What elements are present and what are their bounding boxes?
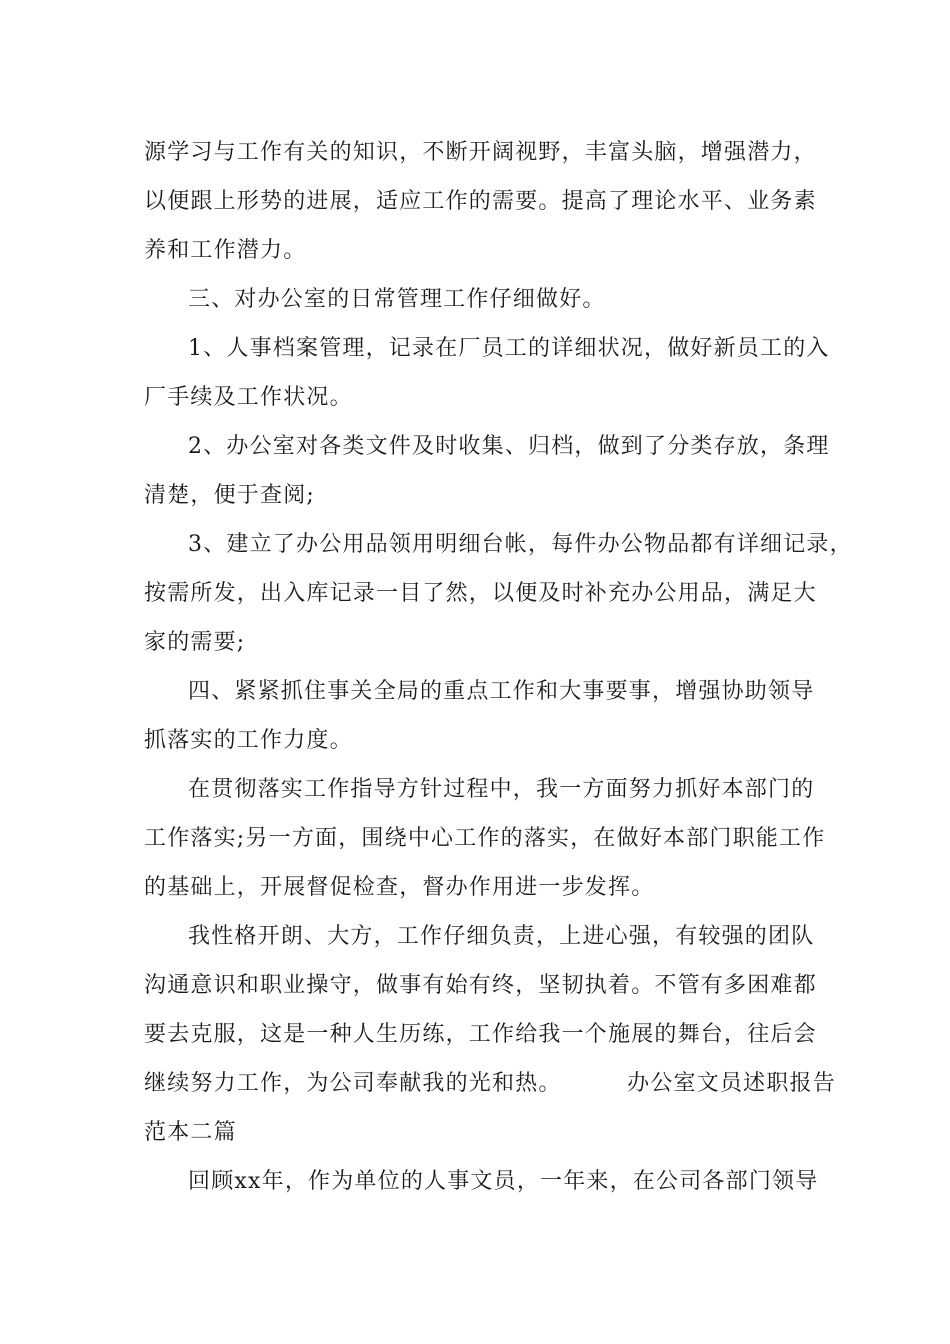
text-line: 家的需要;	[144, 630, 246, 655]
text-line: 工作落实;另一方面，围绕中心工作的落实，在做好本部门职能工作	[144, 826, 826, 851]
text-line: 在贯彻落实工作指导方针过程中，我一方面努力抓好本部门的	[188, 777, 815, 802]
text-line: 1、人事档案管理，记录在厂员工的详细状况，做好新员工的入	[188, 336, 830, 361]
text-line: 沟通意识和职业操守，做事有始有终，坚韧执着。不管有多困难都	[144, 973, 817, 998]
text-line: 的基础上，开展督促检查，督办作用进一步发挥。	[144, 875, 655, 900]
text-line: 我性格开朗、大方，工作仔细负责，上进心强，有较强的团队	[188, 924, 815, 949]
text-line: 厂手续及工作状况。	[144, 385, 353, 410]
text-line: 源学习与工作有关的知识，不断开阔视野，丰富头脑，增强潜力，	[144, 140, 817, 165]
text-line: 要去克服，这是一种人生历练，工作给我一个施展的舞台，往后会	[144, 1022, 817, 1047]
text-line: 按需所发，出入库记录一目了然，以便及时补充办公用品，满足大	[144, 581, 817, 606]
text-line: 继续努力工作，为公司奉献我的光和热。 办公室文员述职报告	[144, 1071, 836, 1096]
section-heading: 四、紧紧抓住事关全局的重点工作和大事要事，增强协助领导	[188, 679, 815, 704]
text-line: 以便跟上形势的进展，适应工作的需要。提高了理论水平、业务素	[144, 189, 817, 214]
text-line: 范本二篇	[144, 1120, 237, 1145]
text-line: 养和工作潜力。	[144, 238, 307, 263]
section-heading: 三、对办公室的日常管理工作仔细做好。	[188, 287, 606, 312]
text-line: 清楚，便于查阅;	[144, 483, 316, 508]
document-body	[144, 128, 853, 1206]
text-line: 抓落实的工作力度。	[144, 728, 353, 753]
text-line: 回顾xx年，作为单位的人事文员，一年来，在公司各部门领导	[188, 1169, 819, 1194]
text-line: 2、办公室对各类文件及时收集、归档，做到了分类存放，条理	[188, 434, 830, 459]
text-line: 3、建立了办公用品领用明细台帐，每件办公物品都有详细记录，	[188, 532, 853, 557]
